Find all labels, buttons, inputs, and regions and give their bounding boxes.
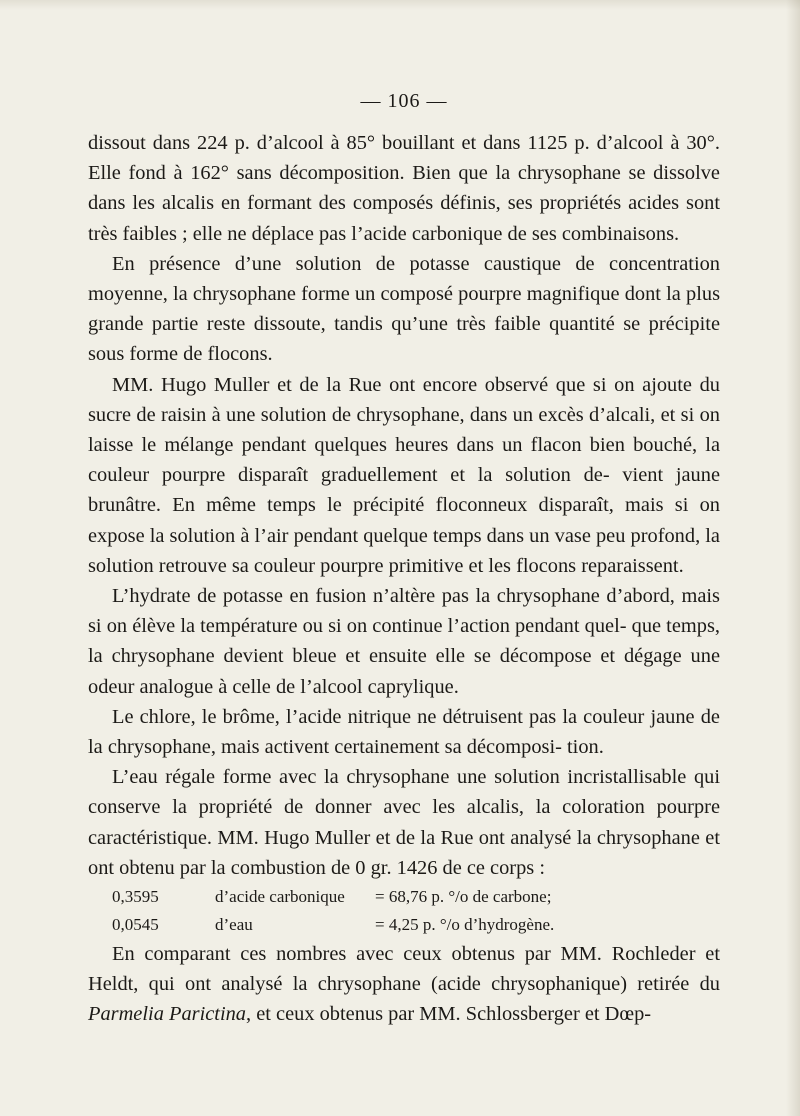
paragraph-7-end: , et ceux obtenus par MM. Schlossberger et Dœp- bbox=[246, 1003, 652, 1026]
analysis-row bbox=[88, 911, 720, 939]
paragraph-6: L’eau régale forme avec la chrysophane une solution incristallisable qui conserve la propriété de donner avec les alcalis, la coloration pourpre caractéristique. MM. Hugo Muller et de la Rue ont analysé la chrysophane et ont obtenu par la combustion de 0 gr. 1426 de ce corps : bbox=[88, 766, 720, 879]
paragraph-7-start: En comparant ces nombres avec ceux obtenus par MM. Rochleder et Heldt, qui ont analysé la chrysophane (acide chrysophanique) retirée du bbox=[88, 943, 720, 996]
paragraph-7 bbox=[88, 939, 720, 1030]
analysis-substance: d’eau bbox=[215, 915, 253, 935]
analysis-substance: d’acide carbonique bbox=[215, 887, 345, 907]
paragraph-1: dissout dans 224 p. d’alcool à 85° bouillant et dans 1125 p. d’alcool à 30°. Elle fond à 162° sans décomposition. Bien que la chrysophane se dissolve dans les alcalis en formant des composés définis, ses propriétés acides sont très faibles ; elle ne déplace pas l’acide carbonique de ses combinaisons. bbox=[88, 132, 720, 245]
analysis-quantity: 0,0545 bbox=[112, 915, 159, 935]
analysis-results bbox=[88, 883, 720, 939]
analysis-row bbox=[88, 883, 720, 911]
analysis-quantity: 0,3595 bbox=[112, 887, 159, 907]
paragraph-5: Le chlore, le brôme, l’acide nitrique ne détruisent pas la couleur jaune de la chrysophane, mais activent certainement sa décomposi- tion. bbox=[88, 705, 720, 759]
page-number: — 106 — bbox=[360, 90, 448, 112]
page-top-shadow bbox=[0, 0, 800, 10]
species-name: Parmelia Parictina bbox=[88, 1003, 247, 1026]
analysis-result: = 68,76 p. °/o de carbone; bbox=[375, 887, 552, 907]
paragraph-2: En présence d’une solution de potasse caustique de concentration moyenne, la chrysophane forme un composé pourpre magnifique dont la plus grande partie reste dissoute, tandis qu’une très faible quantité se précipite sous forme de flocons. bbox=[88, 252, 720, 366]
paragraph-4: L’hydrate de potasse en fusion n’altère pas la chrysophane d’abord, mais si on élève la température ou si on continue l’action pendant quel- que temps, la chrysophane devient bleue et ensuite elle se décompose et dégage une odeur analogue à celle de l’alcool caprylique. bbox=[88, 585, 720, 698]
body-text bbox=[88, 128, 720, 1030]
page-edge-shadow bbox=[786, 0, 800, 1116]
paragraph-3: MM. Hugo Muller et de la Rue ont encore observé que si on ajoute du sucre de raisin à une solution de chrysophane, dans un excès d’alcali, et si on laisse le mélange pendant quelques heures dans un flacon bien bouché, la couleur pourpre disparaît graduellement et la solution de- vient jaune brunâtre. En même temps le précipité floconneux disparaît, mais si on expose la solution à l’air pendant quelque temps dans un vase peu profond, la solution retrouve sa couleur pourpre primitive et les flocons reparaissent. bbox=[88, 373, 720, 577]
analysis-result: = 4,25 p. °/o d’hydrogène. bbox=[375, 915, 555, 935]
